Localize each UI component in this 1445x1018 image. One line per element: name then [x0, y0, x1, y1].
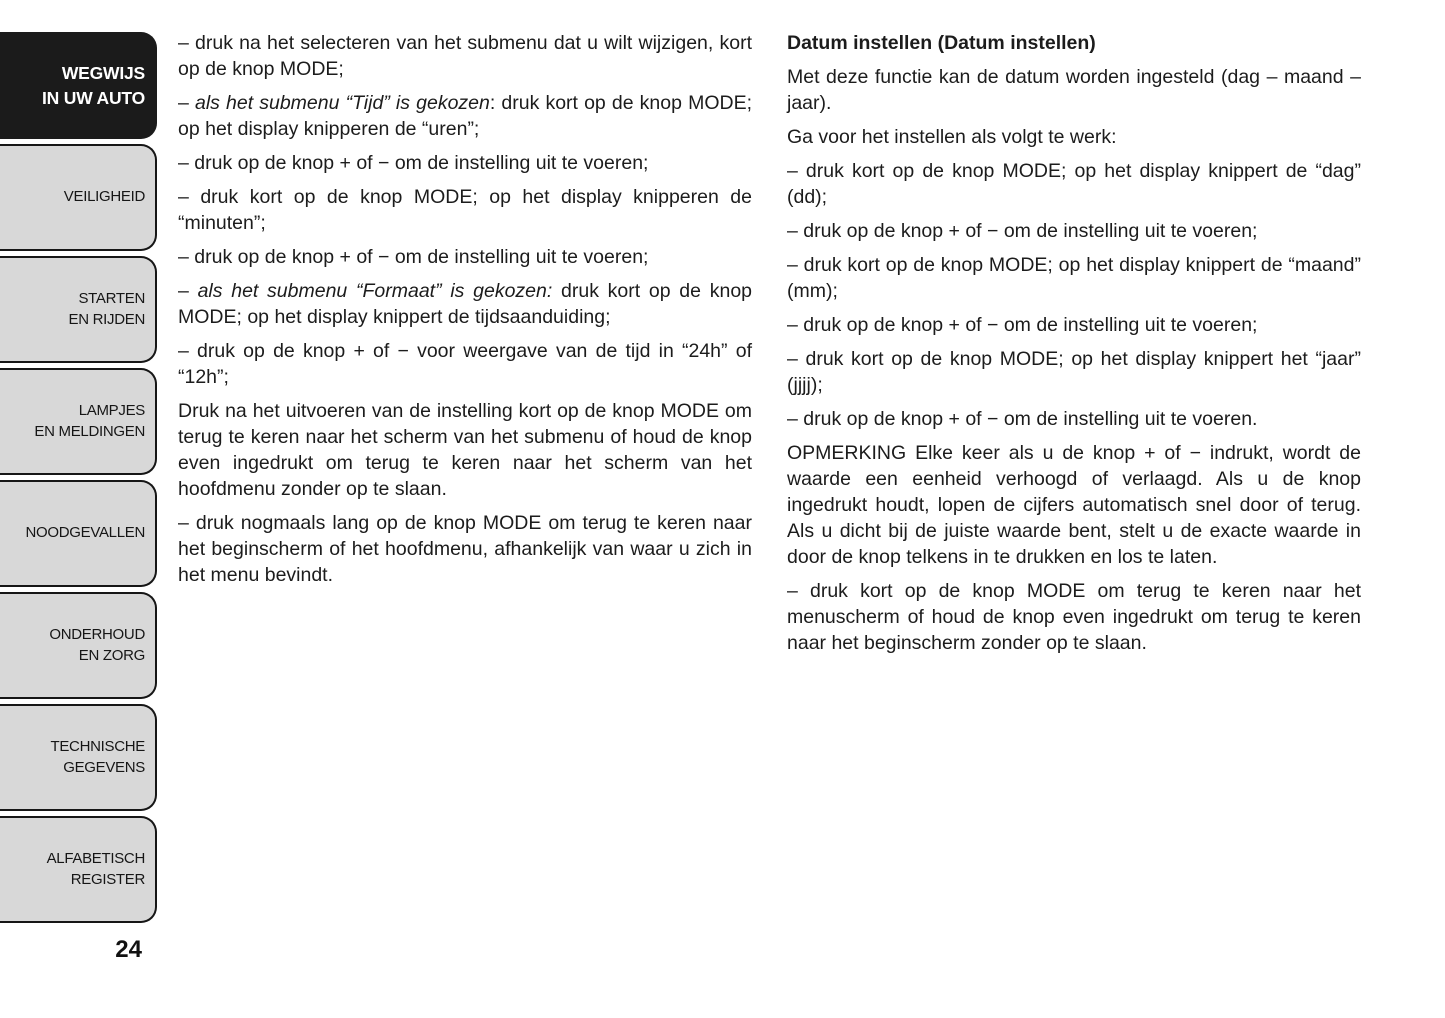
- sidebar: [0, 32, 157, 928]
- text-run: druk kort op de knop MODE; op het display knippert de tijdsaanduiding;: [178, 280, 753, 328]
- text-run: Met deze functie kan de datum worden ingesteld (dag – maand – jaar).: [787, 66, 1361, 114]
- paragraph: [787, 158, 1361, 210]
- sidebar-tab-lampjes-en-meldingen[interactable]: [0, 368, 157, 475]
- text-run: : druk kort op de knop MODE; op het display knipperen de “uren”;: [178, 92, 753, 140]
- sidebar-tab-label: STARTEN EN RIJDEN: [68, 289, 145, 328]
- paragraph: [178, 338, 752, 390]
- sidebar-tab-label: WEGWIJS IN UW AUTO: [42, 63, 145, 108]
- sidebar-tab-technische-gegevens[interactable]: [0, 704, 157, 811]
- text-run: – druk op de knop + of − om de instelling uit te voeren;: [178, 246, 649, 268]
- sidebar-tab-label: LAMPJES EN MELDINGEN: [34, 401, 145, 440]
- text-run: – druk na het selecteren van het submenu dat u wilt wijzigen, kort op de knop MODE;: [178, 32, 752, 80]
- italic-text-run: als het submenu “Tijd” is gekozen: [194, 92, 490, 114]
- text-run: – druk op de knop + of − om de instelling uit te voeren;: [787, 220, 1258, 242]
- page-number: 24: [115, 936, 142, 963]
- text-run: OPMERKING Elke keer als u de knop + of − indrukt, wordt de waarde een eenheid verhoogd of verlaagd. Als u de knop ingedrukt houdt, lopen de cijfers automatisch snel door of terug. Als u dicht bij de juiste waarde bent, stelt u de exacte waarde in door de knop telkens in te drukken en los te laten.: [787, 442, 1361, 568]
- paragraph: [178, 184, 752, 236]
- sidebar-tab-label: NOODGEVALLEN: [25, 524, 145, 542]
- text-run: – druk nogmaals lang op de knop MODE om terug te keren naar het beginscherm of het hoofdmenu, afhankelijk van waar u zich in het menu bevindt.: [178, 512, 752, 586]
- text-run: Druk na het uitvoeren van de instelling kort op de knop MODE om terug te keren naar het scherm van het submenu of houd de knop even ingedrukt om terug te keren naar het scherm van het hoofdmenu zonder op te slaan.: [178, 400, 752, 500]
- paragraph: [787, 440, 1361, 570]
- left-column: [178, 30, 752, 596]
- paragraph: [787, 252, 1361, 304]
- sidebar-tab-noodgevallen[interactable]: [0, 480, 157, 587]
- sidebar-tab-onderhoud-en-zorg[interactable]: [0, 592, 157, 699]
- paragraph: [178, 278, 752, 330]
- text-run: – druk kort op de knop MODE; op het display knippert de “dag” (dd);: [787, 160, 1361, 208]
- right-column: [787, 30, 1361, 664]
- text-run: –: [178, 280, 198, 302]
- text-run: – druk kort op de knop MODE; op het display knippert de “maand” (mm);: [787, 254, 1361, 302]
- paragraph: [787, 406, 1361, 432]
- paragraph: [787, 218, 1361, 244]
- paragraph: [787, 124, 1361, 150]
- text-run: – druk op de knop + of − voor weergave van de tijd in “24h” of “12h”;: [178, 340, 752, 388]
- paragraph: [178, 398, 752, 502]
- sidebar-tab-starten-en-rijden[interactable]: [0, 256, 157, 363]
- sidebar-tab-veiligheid[interactable]: [0, 144, 157, 251]
- sidebar-tab-wegwijs-in-uw-auto[interactable]: [0, 32, 157, 139]
- paragraph: [787, 578, 1361, 656]
- sidebar-tab-label: ONDERHOUD EN ZORG: [49, 625, 145, 664]
- paragraph: [787, 312, 1361, 338]
- text-run: Ga voor het instellen als volgt te werk:: [787, 126, 1117, 148]
- paragraph: [178, 90, 752, 142]
- italic-text-run: als het submenu “Formaat” is gekozen:: [197, 280, 553, 302]
- paragraph: [787, 64, 1361, 116]
- sidebar-tab-label: TECHNISCHE GEGEVENS: [50, 737, 145, 776]
- sidebar-tab-alfabetisch-register[interactable]: [0, 816, 157, 923]
- text-run: – druk kort op de knop MODE; op het display knipperen de “minuten”;: [178, 186, 752, 234]
- paragraph: [787, 346, 1361, 398]
- text-run: –: [178, 92, 195, 114]
- sidebar-tab-label: VEILIGHEID: [63, 188, 145, 206]
- section-heading: Datum instellen (Datum instellen): [787, 32, 1096, 54]
- text-run: – druk kort op de knop MODE; op het display knippert het “jaar” (jjjj);: [787, 348, 1361, 396]
- paragraph: [178, 30, 752, 82]
- text-run: – druk op de knop + of − om de instelling uit te voeren;: [178, 152, 649, 174]
- text-run: – druk op de knop + of − om de instelling uit te voeren.: [787, 408, 1258, 430]
- paragraph: [178, 150, 752, 176]
- sidebar-tab-label: ALFABETISCH REGISTER: [46, 849, 145, 888]
- text-run: – druk kort op de knop MODE om terug te keren naar het menuscherm of houd de knop even ingedrukt om terug te keren naar het beginscherm zonder op te slaan.: [787, 580, 1361, 654]
- paragraph: [178, 510, 752, 588]
- paragraph: [178, 244, 752, 270]
- text-run: – druk op de knop + of − om de instelling uit te voeren;: [787, 314, 1258, 336]
